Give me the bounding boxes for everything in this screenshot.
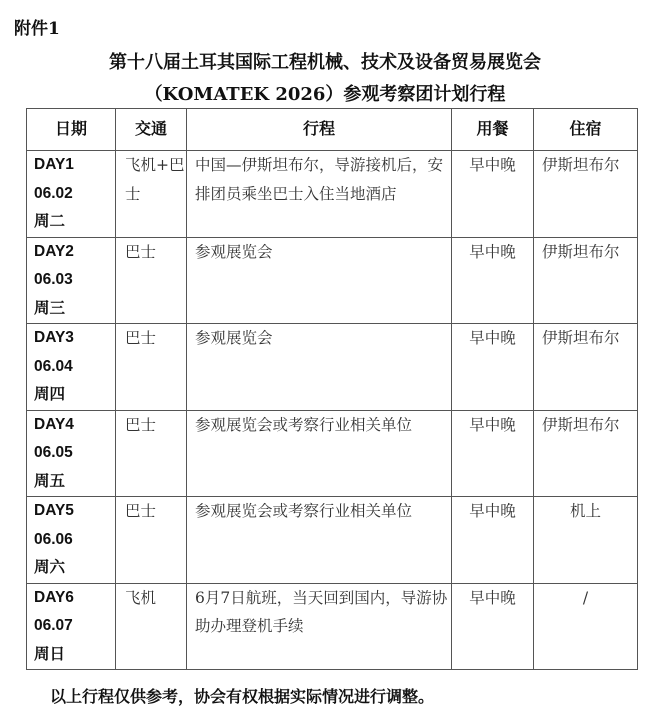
date-value: 06.06 <box>34 530 73 548</box>
date-cell <box>27 583 116 670</box>
meals-cell: 早中晚 <box>452 237 534 324</box>
weekday: 周三 <box>34 299 66 317</box>
header-meals: 用餐 <box>452 109 534 151</box>
table-row <box>27 497 638 584</box>
meals-cell: 早中晚 <box>452 151 534 238</box>
date-value: 06.03 <box>34 271 73 288</box>
table-row <box>27 410 638 497</box>
table-row <box>27 324 638 411</box>
weekday: 周六 <box>34 559 66 576</box>
weekday: 周日 <box>34 645 66 663</box>
table-row <box>27 237 638 324</box>
footnote: 以上行程仅供参考，协会有权根据实际情况进行调整。 <box>50 687 435 706</box>
day-label: DAY3 <box>34 329 74 346</box>
transport-cell: 巴士 <box>116 237 187 324</box>
day-label: DAY1 <box>34 156 74 173</box>
table-row <box>27 151 638 238</box>
transport-cell: 飞机+巴士 <box>116 151 187 238</box>
date-value: 06.04 <box>34 357 73 375</box>
meals-cell: 早中晚 <box>452 410 534 497</box>
itinerary-cell: 中国—伊斯坦布尔，导游接机后，安排团员乘坐巴士入住当地酒店 <box>187 151 452 238</box>
transport-cell: 巴士 <box>116 497 187 584</box>
itinerary-cell: 参观展览会 <box>187 237 452 324</box>
date-value: 06.02 <box>34 184 73 202</box>
lodging-cell: 伊斯坦布尔 <box>534 410 638 497</box>
date-cell <box>27 151 116 238</box>
weekday: 周二 <box>34 213 66 230</box>
header-itinerary: 行程 <box>187 109 452 151</box>
itinerary-cell: 参观展览会 <box>187 324 452 411</box>
lodging-cell: 机上 <box>534 497 638 584</box>
table-header-row <box>27 109 638 151</box>
date-cell <box>27 410 116 497</box>
header-lodging: 住宿 <box>534 109 638 151</box>
lodging-cell: / <box>534 583 638 670</box>
day-label: DAY4 <box>34 415 74 433</box>
attachment-label: 附件1 <box>14 19 60 39</box>
transport-cell: 飞机 <box>116 583 187 670</box>
meals-cell: 早中晚 <box>452 583 534 670</box>
itinerary-cell: 参观展览会或考察行业相关单位 <box>187 410 452 497</box>
document-title-line2: （KOMATEK 2026）参观考察团计划行程 <box>144 84 506 105</box>
date-cell <box>27 237 116 324</box>
lodging-cell: 伊斯坦布尔 <box>534 237 638 324</box>
transport-cell: 巴士 <box>116 324 187 411</box>
meals-cell: 早中晚 <box>452 324 534 411</box>
day-label: DAY2 <box>34 242 74 260</box>
transport-cell: 巴士 <box>116 410 187 497</box>
weekday: 周四 <box>34 386 66 403</box>
date-cell <box>27 497 116 584</box>
meals-cell: 早中晚 <box>452 497 534 584</box>
weekday: 周五 <box>34 472 66 490</box>
table-row <box>27 583 638 670</box>
header-date: 日期 <box>27 109 116 151</box>
header-transport: 交通 <box>116 109 187 151</box>
day-label: DAY6 <box>34 588 74 606</box>
itinerary-cell: 参观展览会或考察行业相关单位 <box>187 497 452 584</box>
date-value: 06.05 <box>34 444 73 461</box>
lodging-cell: 伊斯坦布尔 <box>534 324 638 411</box>
itinerary-cell: 6月7日航班，当天回到国内，导游协助办理登机手续 <box>187 583 452 670</box>
date-cell <box>27 324 116 411</box>
itinerary-table <box>26 108 638 670</box>
day-label: DAY5 <box>34 502 74 519</box>
date-value: 06.07 <box>34 617 73 634</box>
lodging-cell: 伊斯坦布尔 <box>534 151 638 238</box>
document-title-line1: 第十八届土耳其国际工程机械、技术及设备贸易展览会 <box>109 52 541 73</box>
